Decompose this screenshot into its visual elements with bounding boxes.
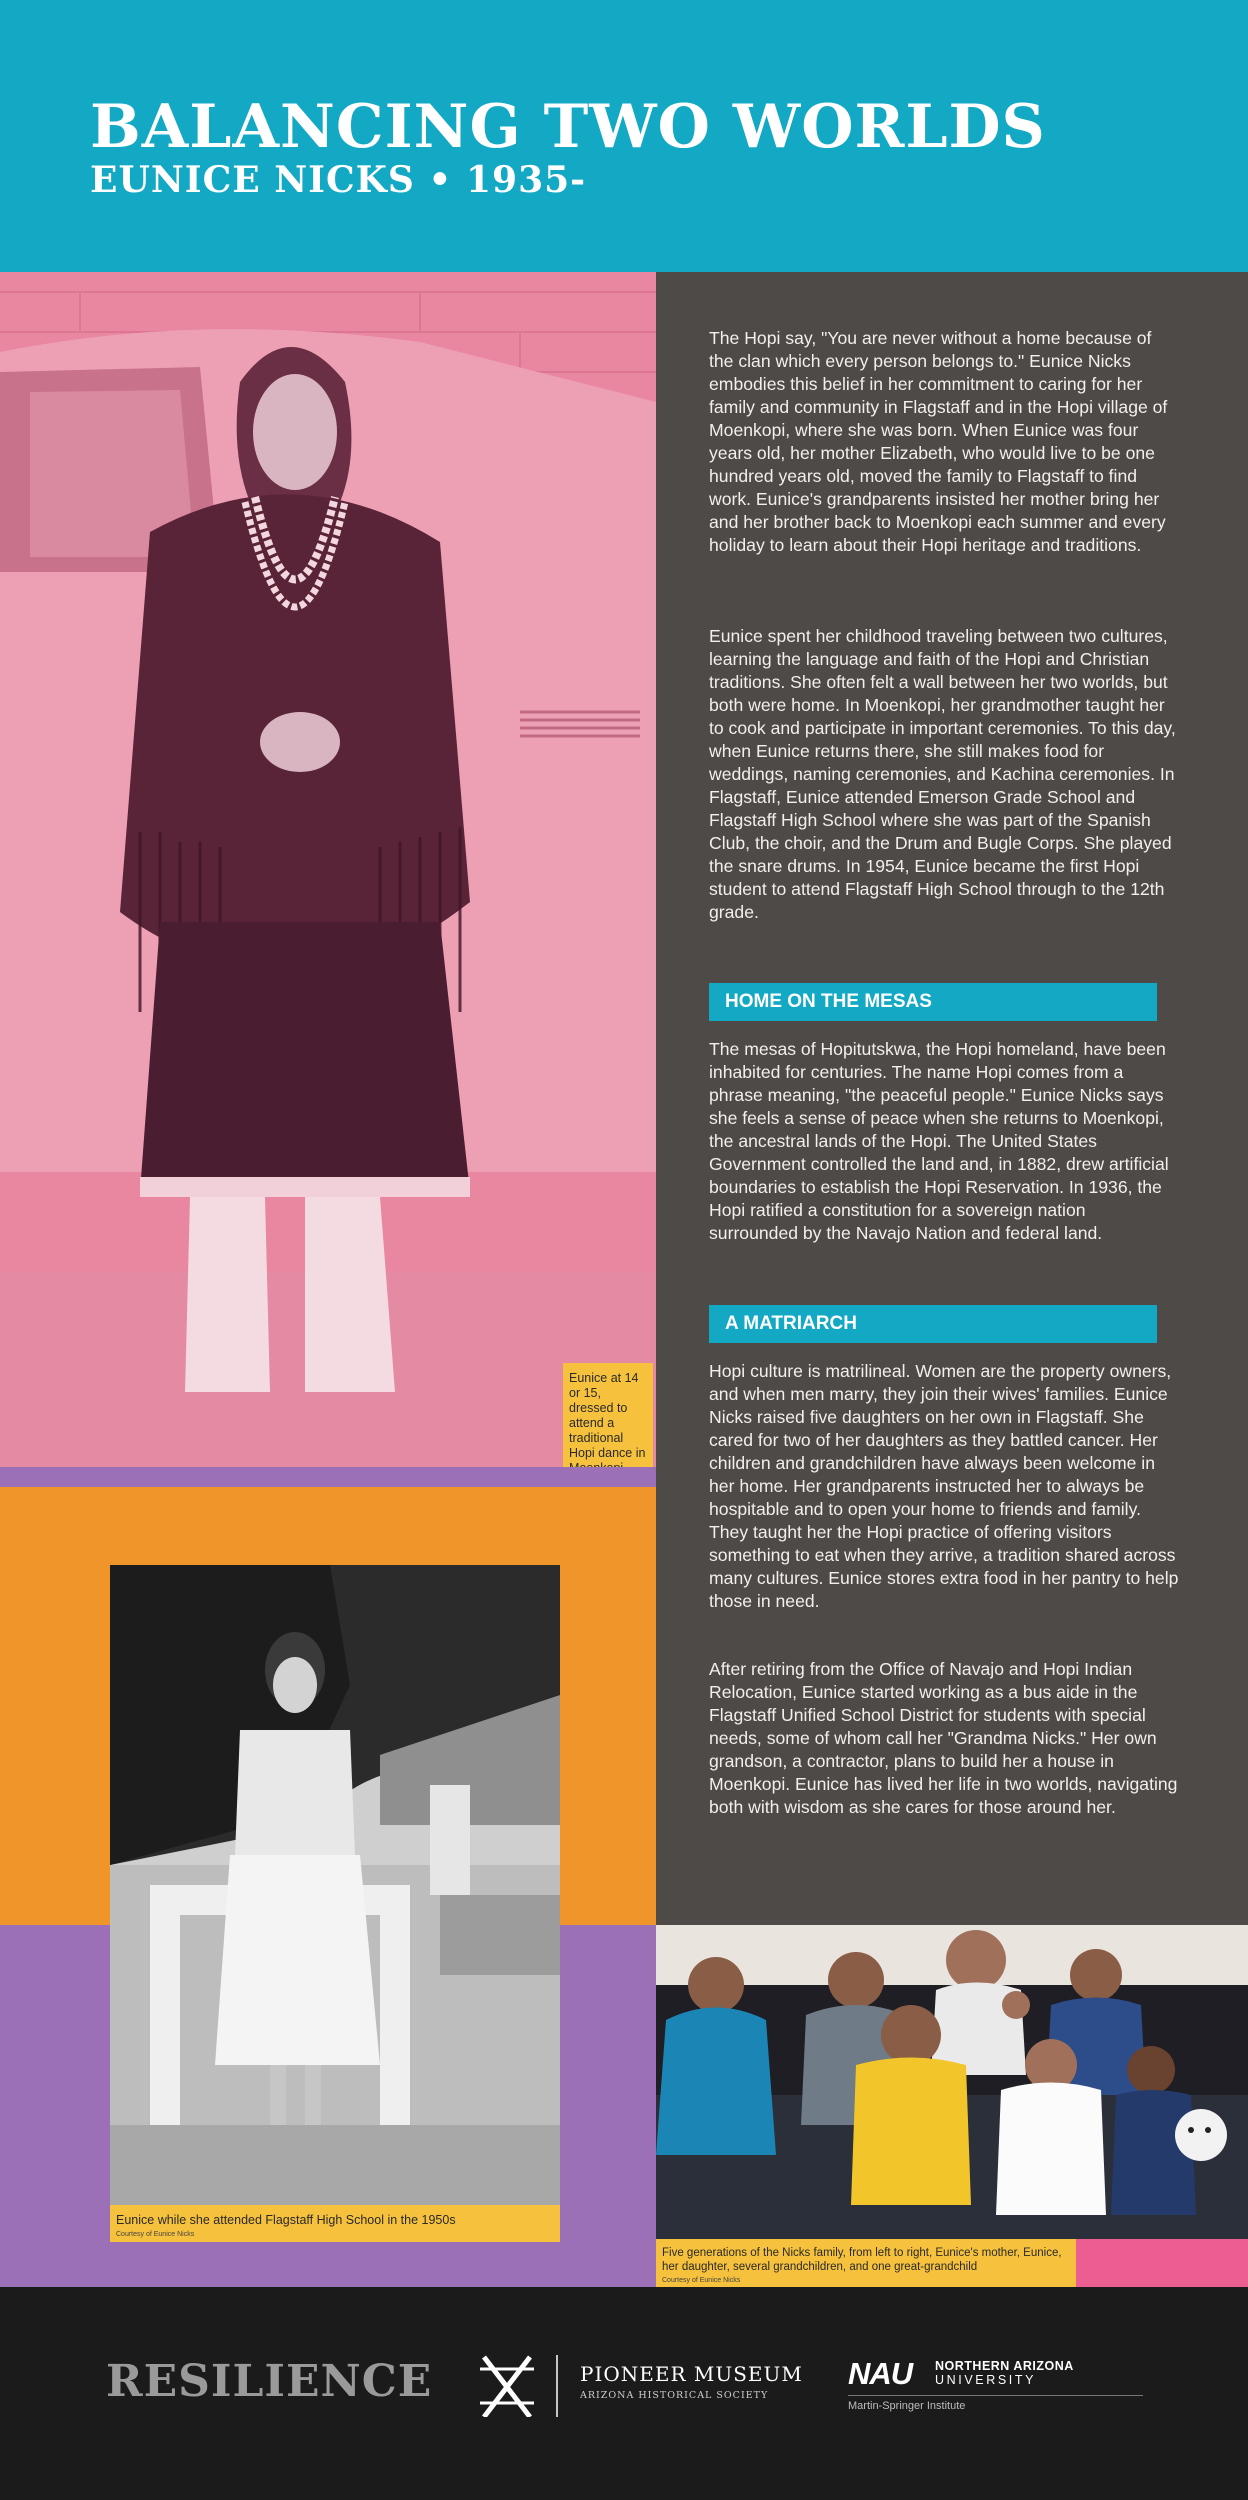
caption-photo-1 bbox=[563, 1363, 653, 1467]
paragraph-matriarch: Hopi culture is matrilineal. Women are the property owners, and when men marry, they join their wives' families. Eunice Nicks raised five daughters on her own in Flagstaff. She cared for two of her daughters as they battled cancer. Her children and grandchildren have always been welcome in her home. Her grandparents instructed her to always be hospitable and to open your home to friends and family. They taught her the Hopi practice of offering visitors something to eat when they arrive, a tradition shared across many cultures. Eunice stores extra food in her pantry to help those in need. bbox=[709, 1361, 1179, 1611]
pink-color-block bbox=[1076, 2239, 1248, 2287]
nau-university-label: UNIVERSITY bbox=[935, 2373, 1037, 2387]
caption-text: Eunice while she attended Flagstaff High School in the 1950s bbox=[116, 2213, 456, 2227]
section-heading-home-on-the-mesas: HOME ON THE MESAS bbox=[709, 983, 1157, 1021]
nau-divider bbox=[848, 2395, 1143, 2396]
section-heading-matriarch: A MATRIARCH bbox=[709, 1305, 1157, 1343]
museum-subtitle: ARIZONA HISTORICAL SOCIETY bbox=[580, 2390, 769, 2401]
purple-divider bbox=[0, 1467, 656, 1487]
exhibit-series-title: RESILIENCE bbox=[106, 2356, 433, 2407]
nau-name: NORTHERN ARIZONA bbox=[935, 2359, 1074, 2373]
main-portrait-photo bbox=[0, 272, 656, 1467]
caption-credit: Courtesy of Eunice Nicks bbox=[116, 2231, 195, 2238]
paragraph-intro: The Hopi say, "You are never without a home because of the clan which every person belongs to." Eunice Nicks embodies this belief in her commitment to caring for her family and community in Flagstaff and in the Hopi village of Moenkopi, where she was born. When Eunice was four years old, her mother Elizabeth, who would live to be one hundred years old, moved the family to Flagstaff to find work. Eunice's grandparents insisted her mother bring her and her brother back to Moenkopi each summer and every holiday to learn about their Hopi heritage and traditions. bbox=[709, 328, 1168, 555]
paragraph-retirement: After retiring from the Office of Navajo and Hopi Indian Relocation, Eunice started working as a bus aide in the Flagstaff Unified School District for students with special needs, some of whom call her "Grandma Nicks." Her own grandson, a contractor, plans to build her a house in Moenkopi. Eunice has lived her life in two worlds, navigating both with wisdom as she cares for those around her. bbox=[709, 1659, 1178, 1817]
caption-credit: Courtesy of Eunice Nicks bbox=[662, 2277, 741, 2284]
caption-text: Eunice at 14 or 15, dressed to attend a traditional Hopi dance in bbox=[569, 1371, 646, 1460]
caption-photo-3 bbox=[656, 2239, 1076, 2287]
page-subtitle: EUNICE NICKS • 1935- bbox=[90, 159, 587, 201]
nau-logo-mark: NAU bbox=[848, 2356, 913, 2391]
nau-institute: Martin-Springer Institute bbox=[848, 2400, 966, 2412]
caption-text: Five generations of the Nicks family, from left to right, Eunice's mother, Eunice, her daughter, several grandchildren, and one great-grandchild bbox=[662, 2247, 1062, 2273]
museum-name: PIONEER MUSEUM bbox=[580, 2362, 803, 2386]
paragraph-childhood: Eunice spent her childhood traveling between two cultures, learning the language and faith of the Hopi and Christian traditions. She often felt a wall between her two worlds, but both were home. In Moenkopi, her grandmother taught her to cook and participate in important ceremonies. To this day, when Eunice returns there, she still makes food for weddings, naming ceremonies, and Kachina ceremonies. In Flagstaff, Eunice attended Emerson Grade School and Flagstaff High School where she was part of the Spanish Club, the choir, and the Drum and Bugle Corps. She played the snare drums. In 1954, Eunice became the first Hopi student to attend Flagstaff High School through to the 12th grade. bbox=[709, 626, 1176, 922]
paragraph-mesas: The mesas of Hopitutskwa, the Hopi homeland, have been inhabited for centuries. The name Hopi comes from a phrase meaning, "the peaceful people." Eunice Nicks says she feels a sense of peace when she returns to Moenkopi, the ancestral lands of the Hopi. The United States Government controlled the land and, in 1882, drew artificial boundaries to establish the Hopi Reservation. In 1936, the Hopi ratified a constitution for a sovereign nation surrounded by the Navajo Nation and federal land. bbox=[709, 1039, 1169, 1243]
caption-photo-2 bbox=[110, 2205, 560, 2242]
pioneer-museum-mark-icon bbox=[480, 2355, 560, 2417]
page-title: BALANCING TWO WORLDS bbox=[90, 92, 1046, 162]
family-photo bbox=[656, 1925, 1248, 2239]
highschool-photo bbox=[110, 1565, 560, 2205]
